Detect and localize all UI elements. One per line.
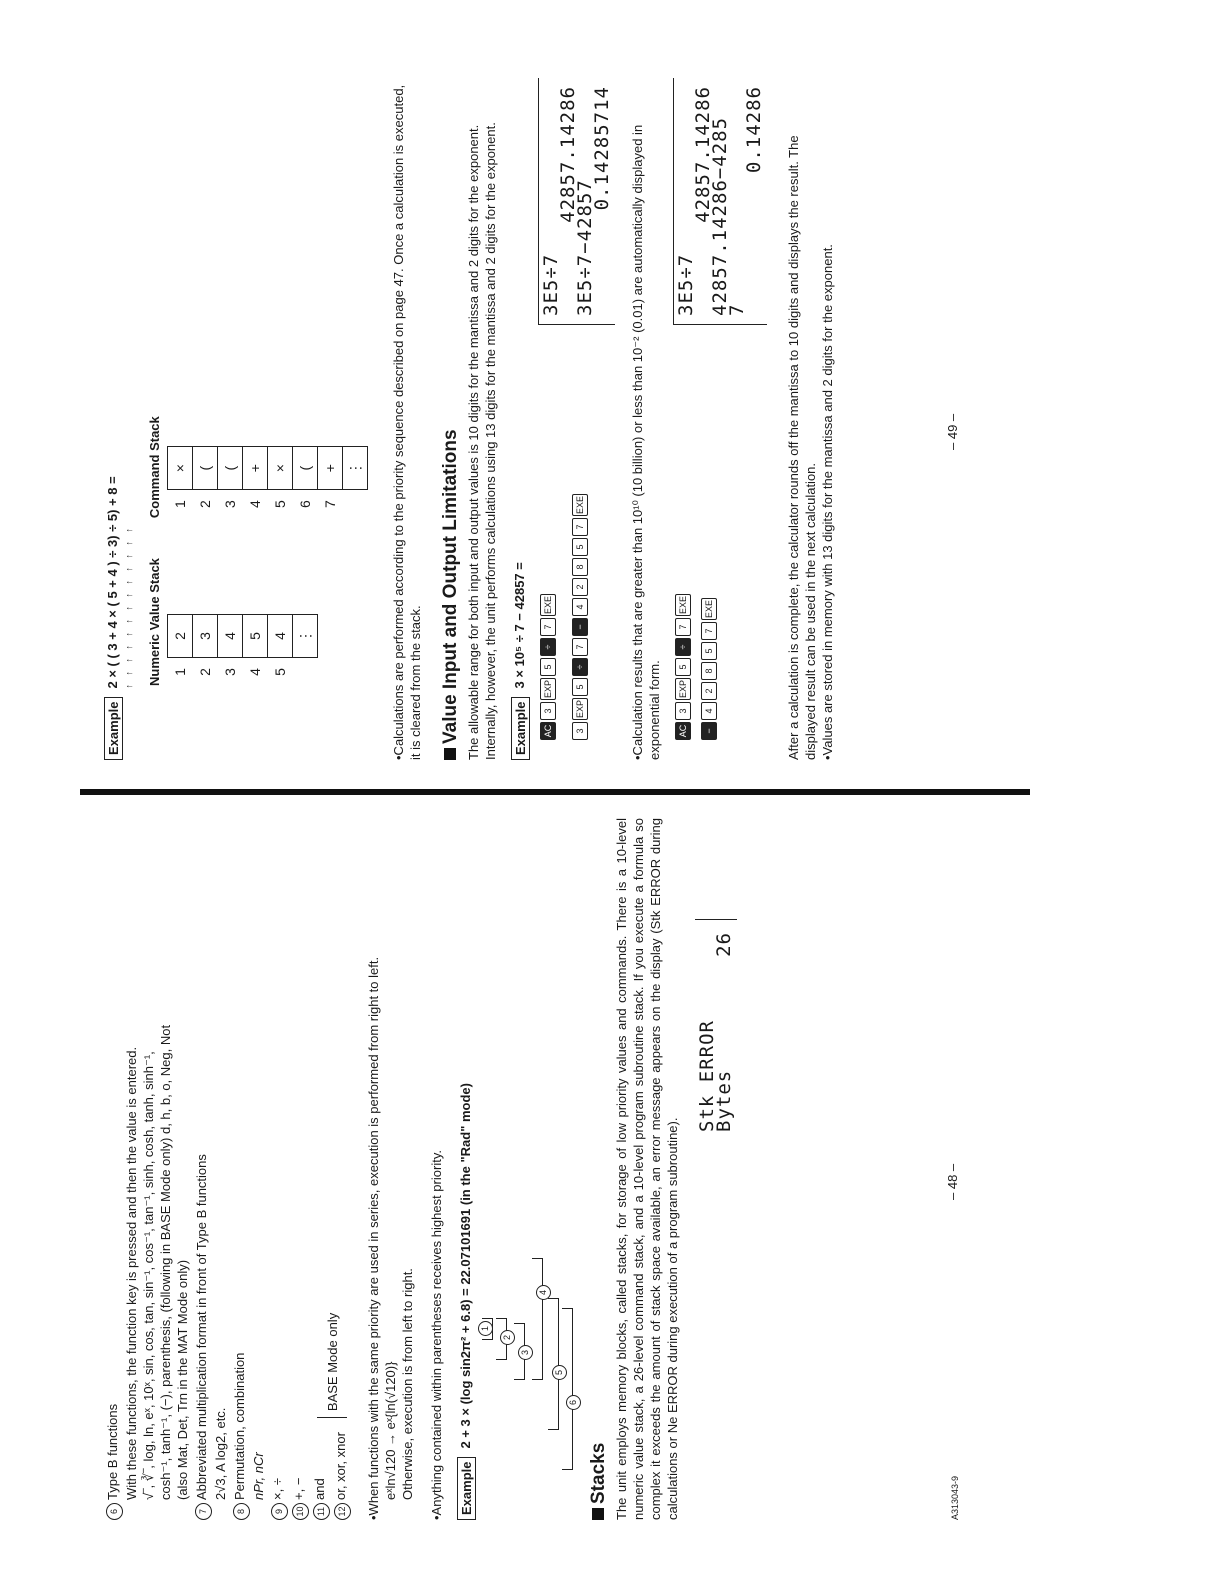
type-b-section	[104, 818, 191, 1520]
bracket-6	[562, 1308, 573, 1470]
page-number-49: – 49 –	[945, 413, 960, 450]
series-bullet: •When functions with the same priority are used in series, execution is performed from right to left.	[366, 956, 381, 1520]
lcd-line-2: Bytes	[713, 1069, 735, 1132]
item-sub: 2√3, A log2, etc.	[213, 1407, 228, 1500]
page-number-48: – 48 –	[945, 1163, 960, 1200]
stacks-heading: Stacks	[590, 818, 607, 1520]
lcd1-line-2: 42857.14286	[557, 86, 579, 223]
command-stack-row	[343, 447, 368, 519]
example-label: Example	[457, 1457, 476, 1520]
numeric-stack-row	[193, 615, 218, 687]
command-stack-row	[168, 447, 193, 519]
command-stack-index: 5	[271, 500, 288, 508]
example-limits	[511, 78, 530, 760]
priority-tree	[480, 818, 578, 1490]
numeric-stack-index: 1	[171, 668, 188, 676]
series-other: Otherwise, execution is from left to right.	[400, 1268, 415, 1500]
calculator-key: EXE	[572, 494, 588, 516]
example-label: Example	[104, 697, 123, 760]
command-stack-row	[293, 447, 318, 519]
example-limits-body	[538, 78, 615, 760]
lcd1-line-1: 3E5÷7	[540, 253, 562, 316]
calculator-key: EXE	[540, 594, 556, 616]
calculator-key: 2	[572, 578, 588, 596]
calculator-key: EXP	[540, 678, 556, 700]
type-b-line1: With these functions, the function key is pressed and then the value is entered.	[124, 1046, 139, 1500]
example-expression: 2 + 3 × (log sin2π² + 6.8) = 22.07101691 (in the "Rad" mode)	[458, 1083, 473, 1449]
calculator-key: EXE	[701, 598, 717, 620]
numeric-stack-row	[268, 615, 293, 687]
numeric-stack-row	[168, 615, 193, 687]
example-expression: 3 × 10⁵ ÷ 7 − 42857 =	[512, 562, 527, 689]
calculator-key: 2	[701, 682, 717, 700]
command-stack-row	[243, 447, 268, 519]
calculator-key: −	[572, 618, 588, 636]
lcd-display-2	[673, 78, 767, 325]
command-stack-index	[343, 490, 368, 519]
numeric-stack-index: 3	[221, 668, 238, 676]
calculator-key: 7	[675, 618, 691, 636]
exp-example-body	[673, 78, 767, 760]
tree-num-1: 1	[478, 1321, 493, 1336]
example-left	[457, 818, 476, 1520]
tree-num-5: 5	[552, 1365, 567, 1380]
item-number: 12	[334, 1503, 351, 1520]
example-label: Example	[511, 697, 530, 760]
numeric-stack-table	[167, 614, 318, 686]
numeric-value-stack	[146, 558, 368, 686]
calculator-key: 3	[572, 722, 588, 740]
paren-bullet: •Anything contained within parentheses receives highest priority.	[429, 1150, 444, 1520]
numeric-stack-value: 3	[193, 615, 218, 658]
calculator-key: 7	[540, 618, 556, 636]
calculator-key: 7	[572, 638, 588, 656]
type-b-line2: √‾, ∛‾, log, ln, eˣ, 10ˣ, sin, cos, tan, sin⁻¹, cos⁻¹, tan⁻¹, sinh, cosh, tanh, sinh⁻¹,	[141, 1051, 156, 1500]
item-text: Permutation, combination	[232, 1352, 247, 1500]
command-stack-value: ×	[168, 447, 193, 490]
numeric-stack-index: 2	[196, 668, 213, 676]
calculator-key: 3	[675, 702, 691, 720]
stacks-tables	[146, 78, 368, 686]
calculator-key: AC	[675, 722, 691, 740]
lcd-line-1: Stk ERROR	[696, 1020, 718, 1132]
numeric-stack-index: 5	[271, 668, 288, 676]
numeric-stack-index	[293, 658, 318, 687]
calculator-key: ÷	[675, 638, 691, 656]
numeric-stack-row	[243, 615, 268, 687]
calc-bullet: •Calculations are performed according to the priority sequence described on page 47. Once a calculation is executed, it is cleared from the stack.	[391, 84, 423, 760]
numeric-stack-title: Numeric Value Stack	[147, 558, 162, 686]
type-b-title: Type B functions	[105, 1403, 120, 1500]
command-stack-row	[193, 447, 218, 519]
numeric-stack-index: 4	[246, 668, 263, 676]
tree-num-2: 2	[500, 1330, 515, 1345]
brace	[317, 1417, 347, 1426]
lcd2-line-5: 0.14286	[743, 86, 765, 174]
bracket-4	[532, 1258, 543, 1380]
item-text: +, −	[291, 1477, 306, 1500]
item-text: and	[312, 1478, 327, 1500]
priority-item-12	[332, 1432, 351, 1520]
calculator-key: 5	[701, 642, 717, 660]
command-stack-row	[318, 447, 343, 519]
item-text: or, xor, xnor	[333, 1432, 348, 1500]
command-stack-title: Command Stack	[147, 416, 162, 519]
calculator-key: 5	[540, 658, 556, 676]
tree-num-4: 4	[536, 1285, 551, 1300]
calculator-key: −	[701, 722, 717, 740]
item-number-6: 6	[106, 1503, 123, 1520]
item-number: 10	[292, 1503, 309, 1520]
page-divider	[80, 789, 1030, 795]
calculator-key: ÷	[540, 638, 556, 656]
caret-row: ↑ ↑ ↑ ↑ ↑ ↑ ↑ ↑ ↑ ↑ ↑ ↑ ↑	[124, 525, 134, 689]
command-stack-index: 6	[296, 500, 313, 508]
item-number: 8	[233, 1503, 250, 1520]
command-stack-value: (	[293, 447, 318, 490]
numeric-stack-value: 5	[243, 615, 268, 658]
lcd-value: 26	[713, 932, 735, 957]
command-stack-value: (	[193, 447, 218, 490]
command-stack-index: 4	[246, 500, 263, 508]
command-stack-table	[167, 446, 368, 518]
item-number: 9	[271, 1503, 288, 1520]
example-expression: 2 × ( ( 3 + 4 × ( 5 + 4 ) ÷ 3) ÷ 5) + 8 =	[105, 476, 120, 689]
lcd1-line-3: 3E5÷7−42857	[574, 179, 596, 316]
priority-item-11	[311, 1432, 330, 1520]
doc-code: A313043-9	[950, 1475, 960, 1520]
priority-item-7	[193, 818, 229, 1520]
calculator-key: 8	[572, 558, 588, 576]
memory-bullet: •Values are stored in memory with 13 digits for the mantissa and 2 digits for the exponent.	[820, 244, 835, 760]
item-text: ×, ÷	[270, 1478, 285, 1500]
numeric-stack-row	[293, 615, 318, 687]
calculator-key: ÷	[572, 658, 588, 676]
series-example: eˣln√120 → eˣ{ln(√120)}	[383, 1361, 398, 1500]
tree-num-3: 3	[518, 1345, 533, 1360]
numeric-stack-value: 4	[218, 615, 243, 658]
command-stack-value: ⋮	[343, 447, 368, 490]
calculator-key: EXE	[675, 594, 691, 616]
priority-item-9	[269, 818, 288, 1520]
calculator-key: 5	[572, 538, 588, 556]
command-stack-value: +	[318, 447, 343, 490]
lcd2-line-4: 7	[726, 303, 748, 316]
key-sequence-4	[699, 592, 717, 740]
item-sub: nPr, nCr	[251, 1452, 266, 1500]
command-stack-value: (	[218, 447, 243, 490]
command-stack-index: 2	[196, 500, 213, 508]
limits-heading: Value Input and Output Limitations	[442, 78, 459, 760]
rotated-spread	[90, 60, 1020, 1540]
lcd2-line-2: 42857.14286	[692, 86, 714, 223]
stacks-paragraph: The unit employs memory blocks, called stacks, for storage of low priority values and commands. There is a 10-level numeric value stack, a 26-level command stack, and a 10-level program subroutine stack. If you execute a formula so complex it exceeds the amount of stack space available, an error message appears on the display (Stk ERROR during calculations or Ne ERROR during execution of a program subroutine).	[614, 818, 680, 1520]
command-stack	[146, 416, 368, 518]
command-stack-value: +	[243, 447, 268, 490]
numeric-stack-value: ⋮	[293, 615, 318, 658]
lcd1-line-4: 0.14285714	[591, 86, 613, 211]
page-49	[90, 60, 1020, 780]
tree-num-6: 6	[566, 1395, 581, 1410]
limits-paragraph: The allowable range for both input and output values is 10 digits for the mantissa and 2 digits for the exponent. Internally, however, the unit performs calculations using 13 digits for the mantissa and 2 digits for the exponent.	[466, 122, 498, 760]
command-stack-value: ×	[268, 447, 293, 490]
item-number: 7	[195, 1503, 212, 1520]
type-b-line3: cosh⁻¹, tanh⁻¹, (−), parenthesis, (following in BASE Mode only) d, h, b, o, Neg, Not	[158, 1024, 173, 1500]
command-stack-row	[268, 447, 293, 519]
calculator-key: 7	[701, 622, 717, 640]
command-stack-index: 3	[221, 500, 238, 508]
after-paragraph: After a calculation is complete, the calculator rounds off the mantissa to 10 digits and displays the result. The displayed result can be used in the next calculation.	[786, 135, 818, 760]
lcd2-line-1: 3E5÷7	[675, 253, 697, 316]
priority-item-10	[290, 818, 309, 1520]
calculator-key: 5	[675, 658, 691, 676]
lcd-display-1	[538, 78, 615, 325]
numeric-stack-row	[218, 615, 243, 687]
calculator-key: 4	[572, 598, 588, 616]
base-mode-group	[311, 818, 353, 1520]
calculator-key: EXP	[572, 698, 588, 720]
lcd2-line-3: 42857.14286−4285	[709, 116, 731, 316]
type-b-line4: (also Mat, Det, Trn in the MAT Mode only)	[175, 1259, 190, 1500]
calculator-key: EXP	[675, 678, 691, 700]
key-sequence-3	[673, 592, 691, 740]
page-48	[90, 800, 1020, 1540]
calculator-key: 3	[540, 702, 556, 720]
command-stack-index: 1	[171, 500, 188, 508]
calculator-key: 8	[701, 662, 717, 680]
key-sequence-1	[538, 492, 556, 740]
lcd-display-left	[695, 818, 737, 1140]
item-number: 11	[313, 1503, 330, 1520]
command-stack-index: 7	[321, 500, 338, 508]
calculator-key: 7	[572, 518, 588, 536]
example-right	[104, 78, 138, 760]
item-text: Abbreviated multiplication format in front of Type B functions	[194, 1154, 209, 1500]
calculator-key: 5	[572, 678, 588, 696]
base-mode-note: BASE Mode only	[324, 1312, 340, 1412]
command-stack-row	[218, 447, 243, 519]
exp-bullet: •Calculation results that are greater than 10¹⁰ (10 billion) or less than 10⁻² (0.01) are automatically displayed in exponential form.	[630, 124, 662, 760]
numeric-stack-value: 2	[168, 615, 193, 658]
key-sequence-2	[570, 492, 588, 740]
calculator-key: AC	[540, 722, 556, 740]
calculator-key: 4	[701, 702, 717, 720]
priority-item-8	[231, 818, 267, 1520]
numeric-stack-value: 4	[268, 615, 293, 658]
bracket-5	[548, 1298, 559, 1430]
